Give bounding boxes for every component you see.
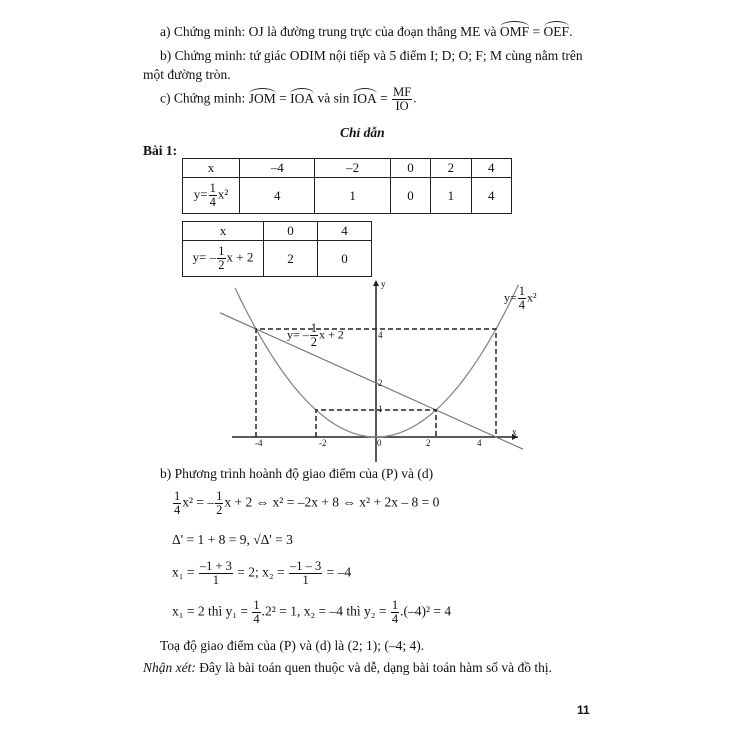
angle: IOA [352, 90, 377, 106]
angle: OEF [543, 24, 570, 39]
problem-b-line1: b) Chứng minh: tứ giác ODIM nội tiếp và 5 điểm I; D; O; F; M cùng nằm trên [160, 48, 583, 63]
text: c) Chứng minh: [160, 90, 249, 106]
x-tick: 2 [426, 438, 431, 448]
x-tick: 0 [377, 438, 382, 448]
cell: 0 [318, 241, 372, 277]
cell: 2 [264, 241, 318, 277]
y-tick: 4 [378, 330, 383, 340]
angle: JOM [248, 90, 276, 106]
row-label: y= $\frac{1}{4}$ x² [183, 178, 240, 214]
parabola-label: y= $\frac{1}{4}$ x² [504, 284, 537, 313]
cell: 1 [431, 178, 471, 214]
problem-b-line2: một đường tròn. [143, 67, 231, 82]
cell: 4 [471, 159, 511, 178]
cell: 4 [240, 178, 315, 214]
remark-text: Đây là bài toán quen thuộc và dễ, dạng bài toán hàm số và đồ thị. [195, 660, 553, 675]
remark-label: Nhận xét: [143, 660, 196, 675]
line-label: y= – $\frac{1}{2}$ x + 2 [287, 321, 344, 350]
roots-line: x₁ = $\frac{-1 + 3}{1}$ = 2; x₂ = $\frac{-1 - 3}{1}$ = –4 [172, 559, 352, 588]
text: = [376, 90, 392, 106]
cell: x [183, 222, 264, 241]
cell: 2 [431, 159, 471, 178]
line-d [220, 313, 523, 449]
y-tick: 1 [378, 404, 383, 414]
cell: 0 [390, 178, 430, 214]
cell: 0 [390, 159, 430, 178]
text: . [569, 24, 573, 39]
row-label: y= – $\frac{1}{2}$ x + 2 [183, 241, 264, 277]
remark [143, 660, 552, 676]
cell: 0 [264, 222, 318, 241]
exercise-label: Bài 1: [143, 143, 178, 158]
cell: 4 [318, 222, 372, 241]
cell: –2 [315, 159, 390, 178]
guide-title: Chỉ dẫn [340, 125, 385, 140]
text: = [529, 24, 544, 39]
cell: 4 [471, 178, 511, 214]
text: và sin [314, 90, 350, 106]
y-axis-label: y [381, 279, 386, 289]
x-tick: -2 [319, 438, 327, 448]
x-tick: 4 [477, 438, 482, 448]
cell: x [183, 159, 240, 178]
solution-b-title: b) Phương trình hoành độ giao điểm của (P) và (d) [160, 466, 434, 481]
equation-1: $\frac{1}{4}$ x² = – $\frac{1}{2}$ x + 2 ⇔ x² = –2x + 8 ⇔ x² + 2x – 8 = 0 [174, 489, 440, 518]
text: . [413, 90, 417, 106]
angle: IOA [290, 90, 315, 106]
coordinates-line: Toạ độ giao điểm của (P) và (d) là (2; 1); (–4; 4). [160, 638, 425, 653]
delta-line: Δ' = 1 + 8 = 9, √Δ' = 3 [172, 532, 293, 547]
cell: –4 [240, 159, 315, 178]
text: a) Chứng minh: OJ là đường trung trực của đoạn thẳng ME và [160, 24, 500, 39]
x-axis-label: x [512, 427, 517, 437]
y-axis-arrow [373, 280, 379, 286]
page-number: 11 [577, 703, 590, 717]
angle: OMF [499, 24, 530, 39]
x-tick: -4 [255, 438, 263, 448]
text: = [275, 90, 291, 106]
y-values-line: x₁ = 2 thì y₁ = $\frac{1}{4}$ .2² = 1, x₂ = –4 thì y₂ = $\frac{1}{4}$ .(–4)² = 4 [172, 598, 452, 627]
cell: 1 [315, 178, 390, 214]
y-tick: 2 [378, 378, 383, 388]
fraction: $\frac{MF}{IO}$ [393, 85, 412, 114]
